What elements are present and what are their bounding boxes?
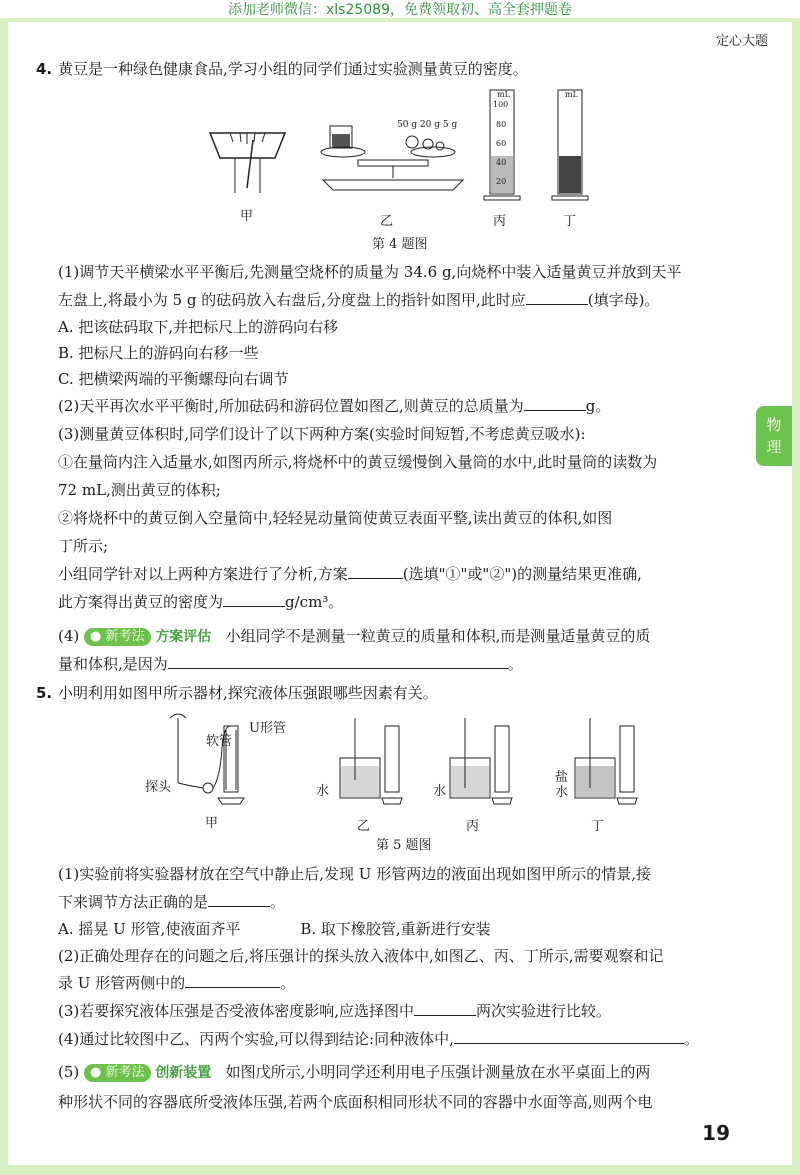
q5-options (58, 919, 491, 939)
q5-new-method-tag (84, 1064, 151, 1082)
q5-p1-blank[interactable] (208, 892, 270, 907)
q4-figure-caption: 第 4 题图 (372, 237, 428, 252)
q5-number: 5. (36, 684, 53, 702)
q4-p2-text: (2)天平再次水平平衡时,所加砝码和游码位置如图乙,则黄豆的总质量为 (58, 397, 524, 415)
q4-label-yi: 乙 (380, 214, 394, 229)
q4-cyl-unit-2: mL (565, 90, 578, 99)
q4-cyl-tick: 20 (496, 177, 507, 186)
q4-fig-balance (318, 118, 468, 198)
q5-stem: 小明利用如图甲所示器材,探究液体压强跟哪些因素有关。 (58, 684, 438, 702)
q5-p3 (58, 1001, 611, 1021)
q4-cyl-tick: 40 (496, 158, 507, 167)
q4-p4-tail: 。 (507, 655, 523, 673)
q5-p1-line1: (1)实验前将实验器材放在空气中静止后,发现 U 形管两边的液面出现如图甲所示的情景,接 (58, 865, 651, 883)
q5-p2-line1: (2)正确处理存在的问题之后,将压强计的探头放入液体中,如图乙、丙、丁所示,需要观察和记 (58, 947, 664, 965)
q4-new-method-tag (84, 628, 151, 646)
q4-new-method-label: 新考法 (105, 629, 145, 644)
q4-p4-num: (4) (58, 627, 80, 645)
page-border-left (0, 18, 8, 1175)
q5-p4-blank[interactable] (454, 1029, 684, 1044)
subject-tab (756, 406, 792, 466)
q5-label-jia: 甲 (205, 816, 219, 831)
q4-p3: (3)测量黄豆体积时,同学们设计了以下两种方案(实验时间短暂,不考虑黄豆吸水): (58, 425, 586, 443)
q5-label-soft-tube: 软管 (206, 734, 233, 749)
q5-p2-tail: 。 (280, 974, 296, 992)
q4-p1-line2 (58, 290, 659, 310)
q5-p4 (58, 1029, 699, 1049)
q4-cyl-tick: 100 (493, 100, 509, 109)
q4-p3-density-text: 此方案得出黄豆的密度为 (58, 593, 224, 611)
q4-option-c: C. 把横梁两端的平衡螺母向右调节 (58, 370, 289, 388)
q4-p4-blank[interactable] (168, 654, 508, 669)
q4-p3-analysis-text: 小组同学针对以上两种方案进行了分析,方案 (58, 565, 348, 583)
q5-p1-line2 (58, 892, 285, 912)
q5-innovation-tag: 创新装置 (155, 1065, 212, 1081)
q4-p3-analysis (58, 564, 642, 584)
q5-label-yi: 乙 (357, 819, 371, 834)
q5-figure-caption: 第 5 题图 (376, 838, 432, 853)
subject-tab-char-2: 理 (766, 438, 782, 456)
q5-option-a: A. 摇晃 U 形管,使液面齐平 (58, 920, 241, 938)
q4-p4-line1 (58, 626, 650, 647)
q4-weights-label: 50 g 20 g 5 g (397, 120, 458, 130)
q5-p5-num: (5) (58, 1063, 80, 1081)
q5-p2-line2 (58, 973, 295, 993)
q5-label-u-tube: U形管 (249, 721, 286, 736)
q4-p2 (58, 396, 610, 416)
q5-p5-line1 (58, 1062, 650, 1083)
q4-p1-line1: (1)调节天平横梁水平平衡后,先测量空烧杯的质量为 34.6 g,向烧杯中装入适量黄豆并放到天平 (58, 263, 682, 281)
q5-p4-text: (4)通过比较图中乙、丙两个实验,可以得到结论:同种液体中, (58, 1030, 454, 1048)
lightbulb-icon: ● (90, 1065, 102, 1080)
q4-p3-density (58, 592, 343, 612)
q4-label-ding: 丁 (563, 214, 577, 229)
q5-fig-beaker-bing (440, 708, 520, 808)
page-border-top (0, 18, 800, 22)
q5-option-b: B. 取下橡胶管,重新进行安装 (300, 920, 491, 938)
page-border-bottom (0, 1165, 800, 1175)
q5-p5-line2: 种形状不同的容器底所受液体压强,若两个底面积相同形状不同的容器中水面等高,则两个电 (58, 1093, 653, 1111)
subject-tab-char-1: 物 (766, 416, 782, 434)
q4-option-b: B. 把标尺上的游码向右移一些 (58, 344, 259, 362)
q5-label-bing: 丙 (466, 819, 480, 834)
q4-cyl-unit-1: mL (497, 90, 510, 99)
lightbulb-icon: ● (90, 629, 102, 644)
q5-p3-blank[interactable] (414, 1001, 476, 1016)
q4-p3-density-unit: g/cm³。 (285, 593, 344, 611)
q4-label-bing: 丙 (493, 214, 507, 229)
q4-p2-blank[interactable] (524, 396, 586, 411)
q4-p3-density-blank[interactable] (223, 592, 285, 607)
q4-p3-1-line2: 72 mL,测出黄豆的体积; (58, 481, 221, 499)
q5-label-water-2: 水 (433, 784, 447, 799)
q5-label-probe: 探头 (145, 780, 172, 795)
q5-p3-text: (3)若要探究液体压强是否受液体密度影响,应选择图中 (58, 1002, 415, 1020)
q4-fig-dial (205, 118, 290, 193)
q4-plan-eval-tag: 方案评估 (155, 629, 212, 645)
q4-stem: 黄豆是一种绿色健康食品,学习小组的同学们通过实验测量黄豆的密度。 (58, 60, 528, 78)
q5-label-ding: 丁 (591, 819, 605, 834)
q4-option-a: A. 把该砝码取下,并把标尺上的游码向右移 (58, 318, 339, 336)
q5-p3-tail: 两次实验进行比较。 (476, 1002, 612, 1020)
q4-p2-tail: g。 (585, 397, 611, 415)
q4-p1-tail: (填字母)。 (587, 291, 660, 309)
q5-new-method-label: 新考法 (105, 1065, 145, 1080)
q5-fig-beaker-ding (565, 708, 645, 808)
q5-fig-pressure-gauge (160, 708, 250, 808)
q5-label-water-1: 水 (316, 784, 330, 799)
q4-p3-2-line2: 丁所示; (58, 537, 109, 555)
q4-label-jia: 甲 (240, 209, 254, 224)
q4-p1-text: 左盘上,将最小为 5 g 的砝码放入右盘后,分度盘上的指针如图甲,此时应 (58, 291, 526, 309)
watermark-banner: 添加老师微信：xls25089，免费领取初、高全套押题卷 (227, 2, 572, 18)
q4-p1-blank[interactable] (526, 290, 588, 305)
q5-p1-tail: 。 (270, 893, 286, 911)
q4-p4-text2: 量和体积,是因为 (58, 655, 168, 673)
page-border-right (792, 18, 800, 1175)
q4-p3-1-line1: ①在量筒内注入适量水,如图丙所示,将烧杯中的黄豆缓慢倒入量筒的水中,此时量筒的读数为 (58, 453, 658, 471)
page-number: 19 (702, 1121, 730, 1145)
q5-p1-text: 下来调节方法正确的是 (58, 893, 209, 911)
q5-p2-blank[interactable] (185, 973, 280, 988)
section-header: 定心大题 (715, 34, 768, 49)
q5-p4-tail: 。 (683, 1030, 699, 1048)
q4-number: 4. (36, 60, 53, 78)
q5-p2-text: 录 U 形管两侧中的 (58, 974, 186, 992)
q4-p3-2-line1: ②将烧杯中的黄豆倒入空量筒中,轻轻晃动量筒使黄豆表面平整,读出黄豆的体积,如图 (58, 509, 613, 527)
q5-p5-text: 如图戊所示,小明同学还利用电子压强计测量放在水平桌面上的两 (225, 1063, 651, 1081)
q5-fig-beaker-yi (330, 708, 410, 808)
q4-p4-text: 小组同学不是测量一粒黄豆的质量和体积,而是测量适量黄豆的质 (225, 627, 651, 645)
q4-fig-cylinder-beans (550, 84, 590, 202)
q4-p4-line2 (58, 654, 523, 674)
q5-label-salt-water: 盐水 (555, 770, 569, 800)
q4-p3-plan-blank[interactable] (348, 564, 403, 579)
q4-p3-analysis-tail: (选填"①"或"②")的测量结果更准确, (402, 565, 642, 583)
q4-cyl-tick: 60 (496, 139, 507, 148)
q4-cyl-tick: 80 (496, 120, 507, 129)
